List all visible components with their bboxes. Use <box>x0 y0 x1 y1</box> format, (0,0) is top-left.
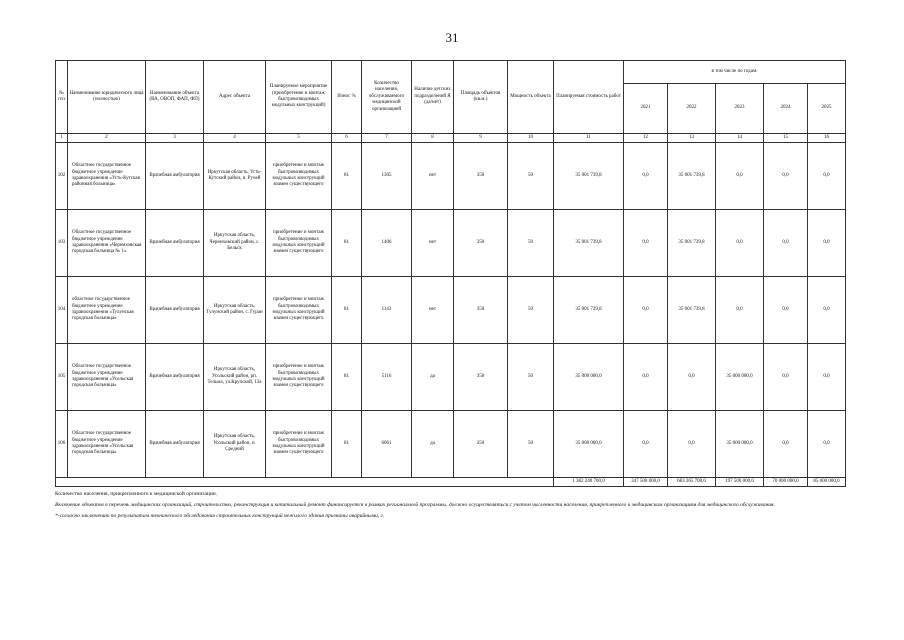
cell-year-2021: 0,0 <box>624 277 668 344</box>
cell-object-name: Врачебная амбулатория <box>146 143 204 210</box>
cell-object-name: Врачебная амбулатория <box>146 344 204 411</box>
cell-wear: 81 <box>332 143 362 210</box>
cell-year-2022: 35 001 739,8 <box>668 210 716 277</box>
cell-area: 350 <box>454 143 508 210</box>
cell-year-2024: 0,0 <box>764 210 808 277</box>
cell-legal-name: Областное государственное бюджетное учреждение здравоохранения «Усольская городская больница» <box>68 411 146 478</box>
cell-population: 6061 <box>362 411 412 478</box>
cell-legal-name: Областное государственное бюджетное учреждение здравоохранения «Усть-Кутская районная больница» <box>68 143 146 210</box>
cell-power: 50 <box>508 344 554 411</box>
cell-year-2025: 0,0 <box>808 411 846 478</box>
cell-year-2023: 0,0 <box>716 210 764 277</box>
column-number: 9 <box>454 134 508 143</box>
total-cost: 1 382 240 700,0 <box>554 478 624 487</box>
facilities-table <box>55 60 846 487</box>
table-row <box>56 344 846 411</box>
column-number: 14 <box>716 134 764 143</box>
cell-year-2025: 0,0 <box>808 210 846 277</box>
column-number: 10 <box>508 134 554 143</box>
cell-address: Иркутская область, Усольский район, рп. Тельма, ул.Крупской, 13а <box>204 344 266 411</box>
header-population: Количество населения, обслуживаемого медицинской организацией <box>362 61 412 134</box>
cell-legal-name: Областное государственное бюджетное учреждение здравоохранения «Черемховская городская больница № 1» <box>68 210 146 277</box>
cell-year-2022: 35 001 739,8 <box>668 277 716 344</box>
cell-object-name: Врачебная амбулатория <box>146 210 204 277</box>
header-address: Адрес объекта <box>204 61 266 134</box>
cell-measure: приобретение и монтаж быстровозводимых модульных конструкций взамен существующего <box>266 210 332 277</box>
cell-year-2023: 35 000 000,0 <box>716 411 764 478</box>
footnotes <box>55 490 845 523</box>
cell-cost: 35 001 739,8 <box>554 277 624 344</box>
column-number: 6 <box>332 134 362 143</box>
cell-year-2023: 0,0 <box>716 143 764 210</box>
cell-children: нет <box>412 143 454 210</box>
cell-measure: приобретение и монтаж быстровозводимых модульных конструкций взамен существующего <box>266 277 332 344</box>
total-2025: 85 000 000,0 <box>808 478 846 487</box>
table-body <box>56 143 846 478</box>
cell-legal-name: областное государственное бюджетное учреждение здравоохранения «Тулунская городская больница» <box>68 277 146 344</box>
column-number: 12 <box>624 134 668 143</box>
column-number: 16 <box>808 134 846 143</box>
cell-address: Иркутская область, Усть-Кутский район, п. Ручей <box>204 143 266 210</box>
cell-address: Иркутская область, Тулунский район, с. Гуран <box>204 277 266 344</box>
cell-population: 5116 <box>362 344 412 411</box>
cell-children: да <box>412 344 454 411</box>
cell-population: 1143 <box>362 277 412 344</box>
cell-area: 350 <box>454 277 508 344</box>
header-years-group: в том числе по годам: <box>624 61 846 84</box>
column-number: 2 <box>68 134 146 143</box>
cell-legal-name: Областное государственное бюджетное учреждение здравоохранения «Усольская городская больница» <box>68 344 146 411</box>
cell-cost: 35 000 000,0 <box>554 411 624 478</box>
total-2021: 347 500 000,0 <box>624 478 668 487</box>
total-2024: 70 000 000,0 <box>764 478 808 487</box>
cell-wear: 81 <box>332 210 362 277</box>
cell-row-number: 103 <box>56 210 68 277</box>
table-row <box>56 411 846 478</box>
totals-row <box>56 478 846 487</box>
column-number: 4 <box>204 134 266 143</box>
cell-year-2022: 0,0 <box>668 344 716 411</box>
footnote-emergency: *-согласно заключению по результатам технического обследования строительных конструкций нежилого здания признаны аварийными, г. <box>55 513 385 519</box>
cell-address: Иркутская область, Черемховский район, с. Бельск <box>204 210 266 277</box>
header-row <box>56 61 846 84</box>
cell-year-2022: 35 001 739,8 <box>668 143 716 210</box>
cell-year-2024: 0,0 <box>764 277 808 344</box>
cell-power: 50 <box>508 210 554 277</box>
header-children: Наличие детских подразделений Я (да/нет) <box>412 61 454 134</box>
column-number: 5 <box>266 134 332 143</box>
cell-measure: приобретение и монтаж быстровозводимых модульных конструкций взамен существующего <box>266 411 332 478</box>
table-row <box>56 143 846 210</box>
footnote-inclusion: Включение объектов в перечень медицинских организаций, строительство, реконструкция и капитальный ремонт финансируется в рамках региональной программы, должно осуществляться с учетом численности населения, прикрепленного к медицинским организациям для медицинского обслуживания. <box>55 502 775 508</box>
cell-children: да <box>412 411 454 478</box>
cell-area: 350 <box>454 411 508 478</box>
cell-row-number: 104 <box>56 277 68 344</box>
header-wear: Износ % <box>332 61 362 134</box>
column-number: 8 <box>412 134 454 143</box>
total-2023: 197 500 000,0 <box>716 478 764 487</box>
cell-population: 1305 <box>362 143 412 210</box>
cell-cost: 35 001 739,8 <box>554 210 624 277</box>
cell-cost: 35 000 000,0 <box>554 344 624 411</box>
column-number: 7 <box>362 134 412 143</box>
cell-address: Иркутская область, Усольский район, п. Средний <box>204 411 266 478</box>
cell-power: 50 <box>508 411 554 478</box>
totals-spacer <box>56 478 554 487</box>
header-year-2021: 2021 <box>624 84 668 134</box>
header-cost: Планируемая стоимость работ <box>554 61 624 134</box>
cell-children: нет <box>412 210 454 277</box>
header-measure: Планируемое мероприятие (приобретение и монтаж быстровозводимых модульных конструкций) <box>266 61 332 134</box>
table-row <box>56 277 846 344</box>
cell-row-number: 102 <box>56 143 68 210</box>
cell-row-number: 106 <box>56 411 68 478</box>
cell-year-2021: 0,0 <box>624 344 668 411</box>
cell-year-2021: 0,0 <box>624 411 668 478</box>
cell-year-2023: 35 000 000,0 <box>716 344 764 411</box>
cell-object-name: Врачебная амбулатория <box>146 277 204 344</box>
cell-object-name: Врачебная амбулатория <box>146 411 204 478</box>
cell-year-2022: 0,0 <box>668 411 716 478</box>
cell-power: 50 <box>508 277 554 344</box>
cell-area: 350 <box>454 344 508 411</box>
column-number: 11 <box>554 134 624 143</box>
cell-year-2024: 0,0 <box>764 143 808 210</box>
cell-cost: 35 001 739,8 <box>554 143 624 210</box>
column-number: 3 <box>146 134 204 143</box>
cell-year-2021: 0,0 <box>624 210 668 277</box>
column-number: 15 <box>764 134 808 143</box>
cell-measure: приобретение и монтаж быстровозводимых модульных конструкций взамен существующего <box>266 344 332 411</box>
column-number: 1 <box>56 134 68 143</box>
column-number-row <box>56 134 846 143</box>
cell-wear: 81 <box>332 411 362 478</box>
cell-year-2024: 0,0 <box>764 344 808 411</box>
page-number: 31 <box>445 30 459 45</box>
cell-wear: 81 <box>332 344 362 411</box>
table-row <box>56 210 846 277</box>
column-number: 13 <box>668 134 716 143</box>
header-year-2023: 2023 <box>716 84 764 134</box>
cell-year-2023: 0,0 <box>716 277 764 344</box>
footnote-population: Количество населения, прикрепленного к медицинской организации. <box>55 491 218 497</box>
header-year-2025: 2025 <box>808 84 846 134</box>
header-legal-name: Наименование юридического лица (полностью) <box>68 61 146 134</box>
cell-year-2021: 0,0 <box>624 143 668 210</box>
cell-population: 1406 <box>362 210 412 277</box>
cell-year-2025: 0,0 <box>808 344 846 411</box>
header-area: Площадь объектов (кв.м.) <box>454 61 508 134</box>
cell-children: нет <box>412 277 454 344</box>
total-2022: 683 365 700,0 <box>668 478 716 487</box>
cell-row-number: 105 <box>56 344 68 411</box>
header-object-name: Наименование объекта (ВА, ОВОП, ФАП, ФП) <box>146 61 204 134</box>
cell-wear: 81 <box>332 277 362 344</box>
header-num: № п/п <box>56 61 68 134</box>
cell-measure: приобретение и монтаж быстровозводимых модульных конструкций взамен существующего <box>266 143 332 210</box>
cell-year-2025: 0,0 <box>808 277 846 344</box>
header-year-2022: 2022 <box>668 84 716 134</box>
cell-area: 350 <box>454 210 508 277</box>
cell-power: 50 <box>508 143 554 210</box>
cell-year-2024: 0,0 <box>764 411 808 478</box>
cell-year-2025: 0,0 <box>808 143 846 210</box>
header-year-2024: 2024 <box>764 84 808 134</box>
header-power: Мощность объекта <box>508 61 554 134</box>
